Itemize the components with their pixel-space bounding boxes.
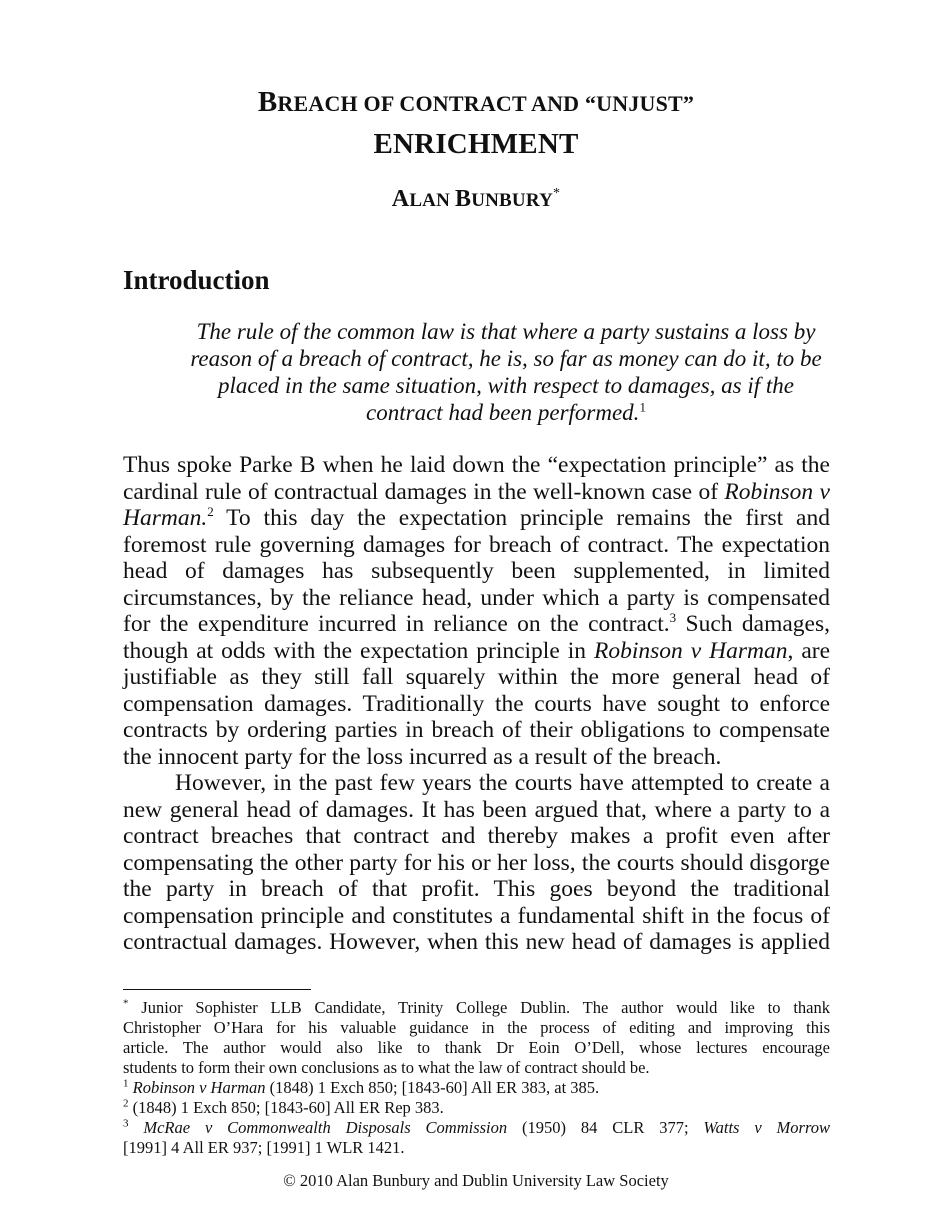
- text-line: the party in breach of that profit. This goes beyond the traditional: [123, 876, 830, 902]
- quote-line: placed in the same situation, with respect to damages, as if the: [218, 373, 794, 398]
- footnotes: [123, 998, 830, 1158]
- footnote-line: article. The author would also like to thank Dr Eoin O’Dell, whose lectures encourage: [123, 1038, 830, 1057]
- text-line: foremost rule governing damages for breach of contract. The expectation: [123, 531, 830, 558]
- section-heading: Introduction: [123, 265, 270, 295]
- article-title-line-2: ENRICHMENT: [373, 128, 579, 160]
- text-line: However, in the past few years the courts have attempted to create a: [175, 770, 830, 796]
- article-title-line-1: BREACH OF CONTRACT AND “UNJUST”: [257, 86, 695, 118]
- text-line: the innocent party for the loss incurred as a result of the breach.: [123, 743, 722, 770]
- footnote-line: students to form their own conclusions as to what the law of contract should be.: [123, 1058, 650, 1077]
- footnote-divider: [123, 989, 311, 990]
- text-line: Harman.$^2$ To this day the expectation principle remains the first and: [123, 504, 830, 531]
- text-line: compensation damages. Traditionally the courts have sought to enforce: [123, 690, 830, 717]
- text-line: circumstances, by the reliance head, under which a party is compensated: [123, 584, 830, 611]
- text-line: contracts by ordering parties in breach of their obligations to compensate: [123, 717, 830, 743]
- paragraph-2: [123, 770, 830, 956]
- text-line: compensation principle and constitutes a fundamental shift in the focus of: [123, 902, 830, 929]
- text-line: though at odds with the expectation principle in Robinson v Harman, are: [123, 637, 830, 664]
- text-line: justifiable as they still fall squarely within the more general head of: [123, 664, 830, 690]
- footnote-line: Christopher O’Hara for his valuable guidance in the process of editing and improving this: [123, 1018, 830, 1037]
- block-quote: [175, 318, 837, 426]
- text-line: new general head of damages. It has been argued that, where a party to a: [123, 796, 830, 823]
- footnote-ref-2[interactable]: 2: [207, 504, 214, 520]
- footnote-line: [1991] 4 All ER 937; [1991] 1 WLR 1421.: [123, 1138, 405, 1157]
- copyright-notice: © 2010 Alan Bunbury and Dublin University Law Society: [283, 1171, 669, 1190]
- footnote-star: * Junior Sophister LLB Candidate, Trinity College Dublin. The author would like to thank: [123, 997, 830, 1017]
- quote-line: reason of a breach of contract, he is, so far as money can do it, to be: [190, 346, 822, 371]
- footnote-ref-3[interactable]: 3: [669, 610, 677, 626]
- text-line: compensating the other party for his or her loss, the courts should disgorge: [123, 849, 830, 876]
- text-line: contract breaches that contract and thereby makes a profit even after: [123, 823, 830, 849]
- text-line: Thus spoke Parke B when he laid down the “expectation principle” as the: [123, 452, 830, 478]
- author-footnote-marker[interactable]: *: [553, 186, 561, 201]
- quote-line: contract had been performed.$^1$: [366, 399, 646, 425]
- author-name: ALAN BUNBURY*: [391, 186, 561, 212]
- paragraph-1: [123, 452, 830, 770]
- footnote-2: $^2$ (1848) 1 Exch 850; [1843-60] All ER Rep 383.: [123, 1097, 444, 1117]
- footnote-1: $^1$ Robinson v Harman (1848) 1 Exch 850; [1843-60] All ER 383, at 385.: [123, 1077, 600, 1097]
- text-line: head of damages has subsequently been supplemented, in limited: [123, 558, 830, 584]
- text-line: for the expenditure incurred in reliance on the contract.$^3$ Such damages,: [123, 610, 830, 637]
- footnote-ref-1[interactable]: 1: [639, 399, 646, 415]
- footnote-3: $^3$ McRae v Commonwealth Disposals Commission (1950) 84 CLR 377; Watts v Morrow: [123, 1117, 831, 1137]
- text-line: contractual damages. However, when this new head of damages is applied: [123, 929, 830, 955]
- quote-line: The rule of the common law is that where a party sustains a loss by: [196, 319, 816, 344]
- text-line: cardinal rule of contractual damages in the well-known case of Robinson v: [123, 478, 830, 505]
